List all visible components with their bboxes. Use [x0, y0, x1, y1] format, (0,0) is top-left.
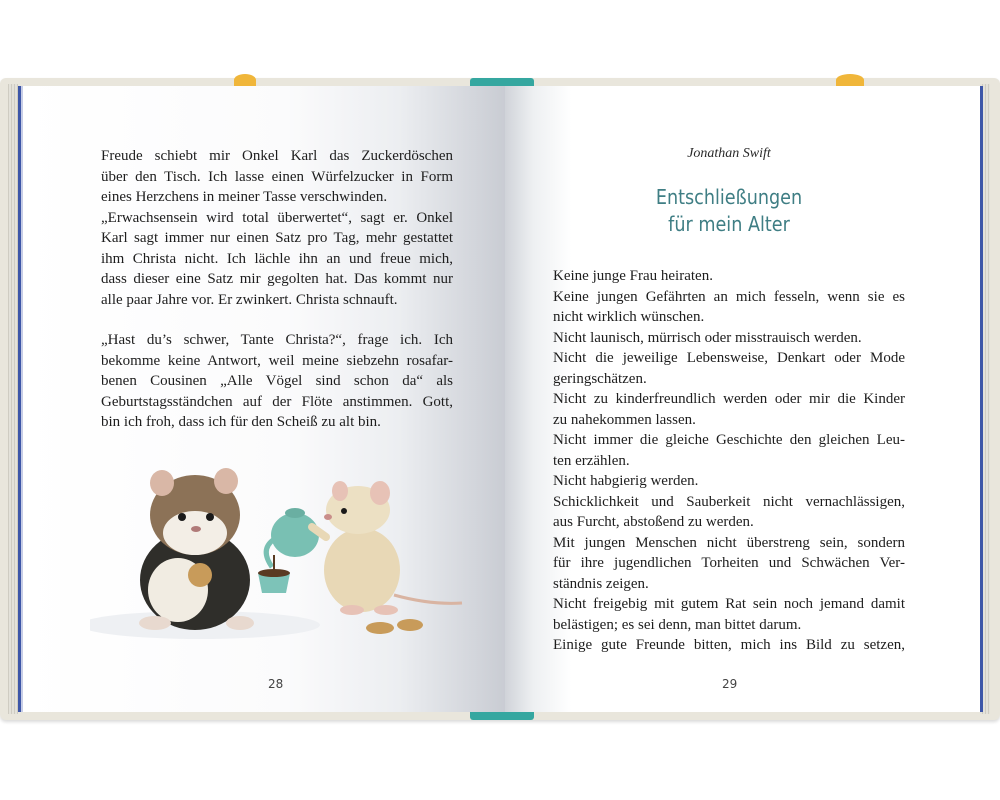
poem-title [574, 184, 884, 238]
text-line: eines Herzchens in meiner Tasse verschwinden. [101, 189, 388, 205]
text-line: geringschätzen. [553, 370, 647, 387]
text-line: „Hast du’s schwer, Tante Christa?“, frage ich. Ich [101, 332, 453, 348]
page-number-right: 29 [722, 677, 738, 691]
text-line: nicht wirklich wünschen. [553, 309, 705, 325]
text-line: Freude schiebt mir Onkel Karl das Zuckerdöschen [101, 148, 453, 164]
text-line: Karl sagt immer nur einen Satz pro Tag, mehr gestattet [101, 230, 453, 246]
text-line: Keine jungen Gefährten an mich fesseln, wenn sie es [553, 288, 905, 305]
text-line: bekomme keine Antwort, weil meine siebzehn rosafar- [101, 352, 453, 369]
text-line: dass dieser eine Satz mir gegolten hat. Das kommt nur [101, 271, 453, 287]
text-line: Nicht launisch, mürrisch oder misstrauisch werden. [553, 329, 862, 346]
text-line: Nicht freigebig mit gutem Rat sein noch jemand damit [553, 596, 905, 612]
page-number-left: 28 [268, 677, 284, 691]
text-line: belästigen; es sei denn, man bittet darum. [553, 616, 802, 633]
text-line: Keine junge Frau heiraten. [553, 268, 713, 284]
text-line: Schicklichkeit und Sauberkeit nicht vernachlässigen, [553, 493, 905, 510]
bookmark-tab-right [836, 74, 864, 86]
text-line: zu nahekommen lassen. [553, 411, 696, 428]
text-line: Mit jungen Menschen nicht überstreng sein, sondern [553, 534, 905, 551]
text-line: ständnis zeigen. [553, 575, 649, 592]
text-line: für ihre jugendlichen Torheiten und Schwächen Ver- [553, 555, 905, 571]
left-page-text [101, 146, 453, 433]
text-line: Nicht habgierig werden. [553, 473, 699, 489]
text-line: ihm Christa nicht. Ich lächle ihn an und freue mich, [101, 250, 453, 267]
poem-title-line-2: für mein Alter [668, 212, 790, 236]
text-line: alle paar Jahre vor. Er zwinkert. Christa schnauft. [101, 291, 398, 308]
text-line: Nicht zu kinderfreundlich werden oder mir die Kinder [553, 391, 905, 407]
text-line: Geburtstagsständchen auf der Flöte anstimmen. Gott, [101, 393, 453, 410]
text-line: über den Tisch. Ich lasse einen Würfelzucker in Form [101, 168, 453, 185]
right-page-text [553, 266, 905, 656]
hamster-mouse-tea-illustration [90, 455, 470, 650]
text-line: bin ich froh, dass ich für den Scheiß zu alt bin. [101, 414, 381, 430]
poem-title-line-1: Entschließungen [655, 185, 803, 209]
text-line: ten erzählen. [553, 452, 630, 469]
text-line: Nicht die jeweilige Lebensweise, Denkart oder Mode [553, 350, 905, 366]
text-line: aus Furcht, abstoßend zu werden. [553, 514, 754, 530]
page-edges-left [8, 84, 18, 714]
text-line: Einige gute Freunde bitten, mich ins Bild zu setzen, [553, 637, 905, 653]
bookmark-tab-left [234, 74, 256, 86]
author-name: Jonathan Swift [687, 146, 771, 161]
text-line: Nicht immer die gleiche Geschichte den gleichen Leu- [553, 432, 905, 448]
text-line: benen Cousinen „Alle Vögel sind schon da“ als [101, 373, 453, 389]
text-line: „Erwachsensein wird total überwertet“, sagt er. Onkel [101, 209, 453, 226]
